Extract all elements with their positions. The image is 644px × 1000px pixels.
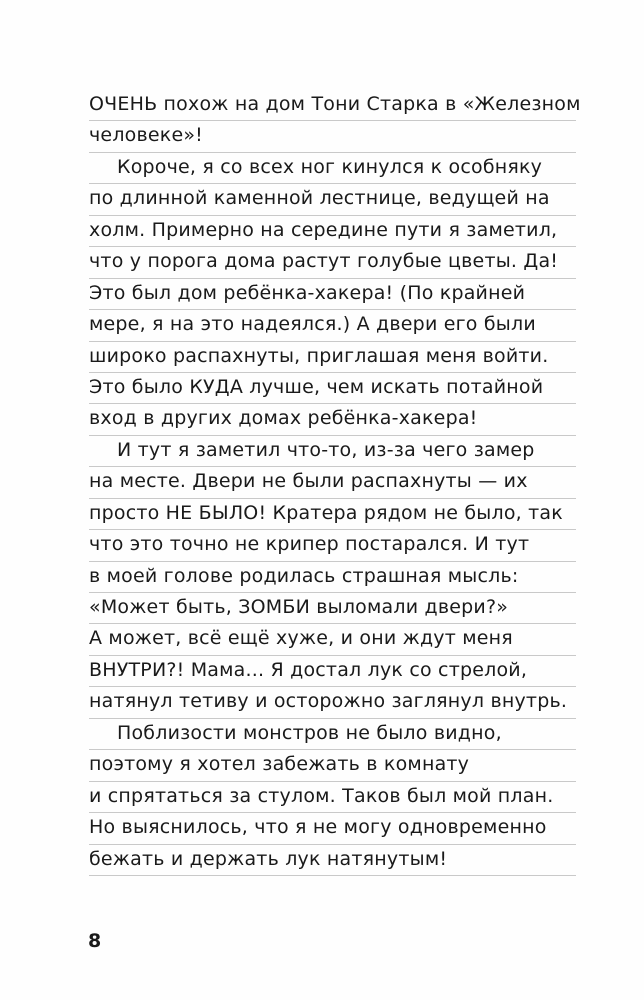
text-line: А может, всё ещё хуже, и они ждут меня bbox=[89, 624, 576, 655]
text-line: И тут я заметил что-то, из-за чего замер bbox=[89, 436, 576, 467]
text-line: натянул тетиву и осторожно заглянул внутрь. bbox=[89, 687, 576, 718]
text-line: ОЧЕНЬ похож на дом Тони Старка в «Железном bbox=[89, 90, 576, 121]
text-line: Это был дом ребёнка-хакера! (По крайней bbox=[89, 279, 576, 310]
text-line: Поблизости монстров не было видно, bbox=[89, 719, 576, 750]
text-line: «Может быть, ЗОМБИ выломали двери?» bbox=[89, 593, 576, 624]
text-line: мере, я на это надеялся.) А двери его были bbox=[89, 310, 576, 341]
text-line: вход в других домах ребёнка-хакера! bbox=[89, 404, 576, 435]
ruled-text-block bbox=[89, 90, 581, 876]
text-line: поэтому я хотел забежать в комнату bbox=[89, 750, 576, 781]
text-line: холм. Примерно на середине пути я заметил, bbox=[89, 216, 576, 247]
text-line: Короче, я со всех ног кинулся к особняку bbox=[89, 153, 576, 184]
text-line: Но выяснилось, что я не могу одновременно bbox=[89, 813, 576, 844]
text-line: ВНУТРИ?! Мама... Я достал лук со стрелой, bbox=[89, 656, 576, 687]
text-line: и спрятаться за стулом. Таков был мой план. bbox=[89, 782, 576, 813]
text-line: человеке»! bbox=[89, 121, 576, 152]
text-line: по длинной каменной лестнице, ведущей на bbox=[89, 184, 576, 215]
text-line: на месте. Двери не были распахнуты — их bbox=[89, 467, 576, 498]
text-line: что у порога дома растут голубые цветы. Да! bbox=[89, 247, 576, 278]
text-line: Это было КУДА лучше, чем искать потайной bbox=[89, 373, 576, 404]
text-line: в моей голове родилась страшная мысль: bbox=[89, 562, 576, 593]
page-number: 8 bbox=[88, 930, 102, 952]
text-line: бежать и держать лук натянутым! bbox=[89, 845, 576, 876]
text-line: широко распахнуты, приглашая меня войти. bbox=[89, 342, 576, 373]
text-line: просто НЕ БЫЛО! Кратера рядом не было, так bbox=[89, 499, 576, 530]
text-line: что это точно не крипер постарался. И тут bbox=[89, 530, 576, 561]
